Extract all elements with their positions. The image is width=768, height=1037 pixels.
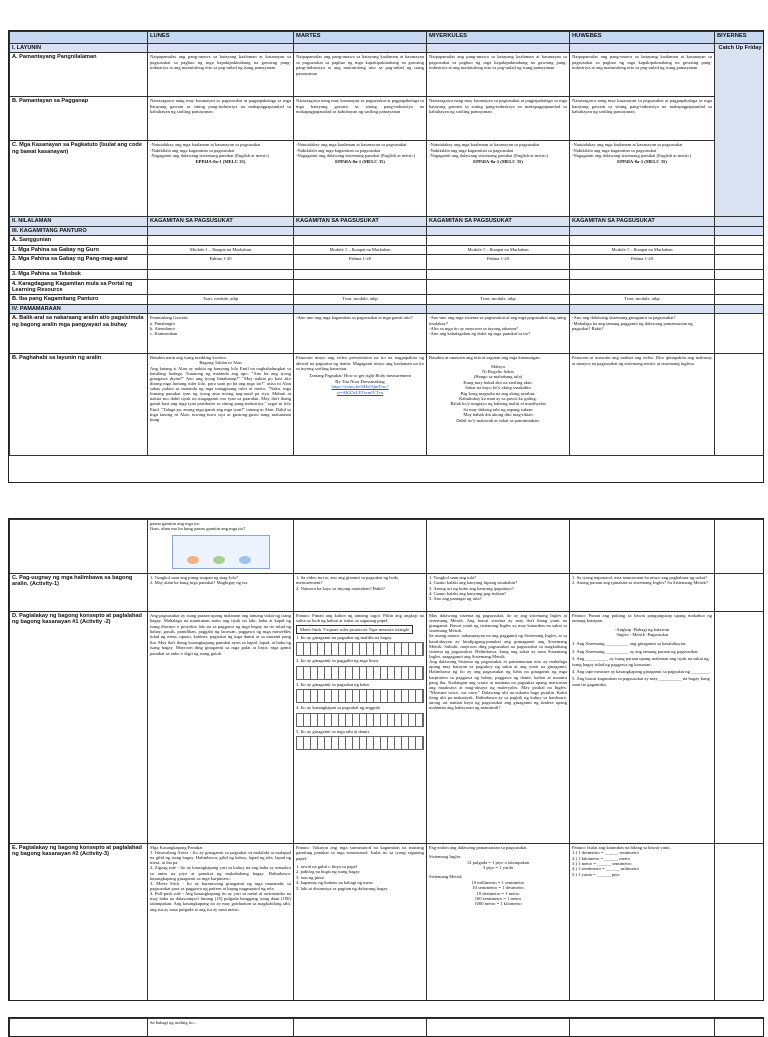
kasanayan-cell [148,141,294,217]
video-link[interactable]: si=AK25sLETvrmlVTva [296,390,424,395]
question: 3. Anong uri ng kubo ang kanyang ipapatayo? [429,586,567,591]
measure-figure [296,736,424,750]
text-line: -Alin sa mga ito ay mayroon sa inyong tahanan? [429,326,567,331]
conversion-line: 100 sentimetro = 1 metro [429,896,567,901]
lesson-plan-table-page3 [9,1018,764,1037]
poem-line: Sa may dakong tabi ng aapang isdaan [429,407,567,412]
word-bank: -Ingles - Metrik -Pagsusukat [572,632,712,637]
list-item: 1. tuwid na guhit o linya sa papel [296,864,424,869]
row-label: D. Paglalakay ng bagong konsepto at paglalahad ng bagong kasanayan #1 (Activity -2) [10,611,148,843]
kasanayan-line: -Nagagamit ang dalawang sistemang panukat (English at metric) [429,153,567,158]
conversion-item: 5.) 1 yarda = ______ piye [572,872,712,877]
text-line: Ikaw, alam mo ba kung paano gamitin ang mga ito? [150,526,291,531]
story-continuation [148,520,294,574]
instruction: Panuto: Tukuyin ang mga sumusunod na kagamitan na maaring gamiting panukat sa mga sumusunod. Isulat ito sa iyong sagutang papel. [296,845,424,861]
balik-aral-miyerkules [427,314,570,354]
cell-text: Naisasagawa nang may kasanayan sa pagsusukat at pagpapahalaga sa mga batayang gawain sa sining pang-industriya na makapagpapaunlad sa kabuhayan ng sariling pamayanan [148,97,294,141]
section-label: IV. PAMAMARAAN [10,304,148,313]
paglalahad2-lunes [148,843,294,1001]
balik-aral-lunes [148,314,294,354]
page-3 [8,1017,764,1037]
text-line: Basahin natin ang isang maikling kwento. [150,355,291,360]
instruction: Panuto: Punan ang kahon ng tamang sagot. Piliin ang angkop na salita sa loob ng kahon at isulat sa sagutang papel. [296,613,424,624]
conversion-line: 1000 metro = 1 kilometro [429,901,567,906]
paglalahad1-huwebes [570,611,715,843]
kasanayan-cell [427,141,570,217]
text-line: -Ano-ano ang mga sistema sa pagsusukat at ang mga pagsusukat ang ating tinalakay? [429,315,567,326]
row-label: B. Pamantayan sa Pagganap [10,97,148,141]
balik-aral-row [10,314,765,354]
question: 1. Sa iyong napanood, mas naunawaan ba ninyo ang pagbabasa ng sukat? [572,575,712,580]
row-label: 4. Karagdagang Kagamitan mula sa Portal ng Learning Resource [10,279,148,295]
page3-row [10,1019,765,1037]
paghahabi-miyerkules [427,354,570,456]
measure-figure [296,642,424,656]
day-biyernes: BIYERNES [715,32,765,44]
cell-text: Tsart, module, atbp [294,295,427,304]
word-bank: Meter Stick T-square ruler protractor Tape measure triangle [296,625,413,634]
conversion-item: 1.) 1 desimetro = ______ sentimetro [572,850,712,855]
poem-line: Kung may bukid ako na sariling akin, [429,380,567,385]
activity-item: 4. Ito ay kasangkapan sa pagsukat ng anggulo. [296,705,424,710]
video-title: Tamang Pagsukat/ How to get right Body measurement [296,373,424,378]
story-title: Bagong Taklan ni Alan [150,360,291,365]
question: 1. Tungkol saan ang pinag-usapan ng mag-lolo? [150,575,291,580]
lr-portal-row [10,279,765,295]
pag-uugnay-huwebes [570,573,715,611]
paglalahad1-martes [294,611,427,843]
list-item: 1. Iskuwalang Asero - Ito ay ginagamit sa pagsukat sa malalaki at malapad na gilid ng isang bagay. Halimbawa, gilid ng kahoy, lapad ng tela, lapad ng mesa, at iba pa. [150,850,291,865]
list-title: Mga Kasangkapang Panukat [150,845,291,850]
poem-line: Sukat na kuyo ko'y aking sasakahin [429,385,567,390]
paglalahad1-lunes: Ang pagsusukat ay isang paraan upang malaman ang tamang sukat ng isang bagay. Mahalaga na matutunan natin ang tiyak na laki, haba at kapal ng isang disenyo o proyekto lalo na sa paggawa ng mga bagay na ito tulad ng bahay, gusali, pamilihan, paggabi ng larawan, paggawa ng mga muwebles tulad ng mesa, upuan, kabinet, pagsukat ng mga damit at sa marami pang iba. May iba't ibang kasangkapang panukat ayon sa kapal, lapad, at haba ng isang bagay. Mayroon ding ginagamit sa mga gulat at linya, mga gamit panukat sa anko o digri ng isang gulok. [148,611,294,843]
catch-up-friday [715,44,765,217]
fill-blank-item: 4. Ang tape measure ay kasangkapang ginagamit sa pagsukat ng ________. [572,669,712,674]
row-label: 2. Mga Pahina sa Gabay ng Pang-mag-aaral [10,255,148,270]
poem-author: Ni Rogelio Sakat [429,369,567,374]
kasanayan-line: -Nakikilala ang mga kagamitan sa pagsusukat [150,148,291,153]
list-item: 2. pabilog na hugis ng isang bagay [296,869,424,874]
video-link[interactable]: https://youtu.be/bHx5QnfUzo? [296,384,424,389]
measure-figure [296,713,424,727]
text-line: Basahin at unawain ang tula at sagutan ang mga katanungan. [429,355,567,360]
pamamaraan-row [10,304,765,313]
continuation-row [10,520,765,574]
pag-uugnay-lunes [148,573,294,611]
gabay-mag-aaral-row [10,255,765,270]
cell-text: Module 1 – Ikaapat na Markahan [570,245,715,254]
kasanayan-line: -Nakikilala ang mga kagamitan sa pagsusukat [572,148,712,153]
question: 5. Ano ang pamagat ng tula? [429,596,567,601]
paragraph: May dalawang sistema ng pagsusukat, ito ay ang sistemang Ingles at sistemang Metrik. Ang bawat sistema ay may iba't ibang yunit na ginagamit. Bawat yunit ng sistemang Ingles ay may katumbas na sukat sa sistemang Metrik. [429,613,567,634]
pamantayan-pagganap-row [10,97,765,141]
row-label: 1. Mga Pahina sa Gabay ng Guro [10,245,148,254]
kasanayan-line: -Nagagamit ang dalawang sistemang panukat (English at metric) [572,153,712,158]
paglalahad2-martes [294,843,427,1001]
cell-text: Naipapamalas ang pang-unawa sa batayang kaalaman at kasanayan sa pagsusukat sa pagbuo ng mga kapakipakinabang na gawaing pang-industriya at ang maitutulong nito sa pag-unlad ng isang pamayanan [570,53,715,97]
cell-text: Tsart, module, atbp [148,295,294,304]
cell-text: Tsart, module, atbp [427,295,570,304]
kagamitang-row [10,226,765,235]
balik-aral-huwebes [570,314,715,354]
paghahabi-huwebes: Panoorin at unawain ang mabuti ang video. Dito ipinapakita ang mabusay at maayos na pagsusukat ng sistemang metric at sistemang inglesa. [570,354,715,456]
day-martes: MARTES [294,32,427,44]
melc-code: EPP4IA-0a-1 (MELC 35) [572,159,712,164]
gabay-guro-row [10,245,765,254]
question: 2. Anong paraan ang ipinakita sa sistemang Ingles? Sa Sistemang Metrik? [572,580,712,585]
catch-up-text: Catch Up Friday [719,45,762,51]
cell-text: Module 1 – Ikaapat na Markahan [427,245,570,254]
question: 2. Gaano kalaki ang kanyang lupang sasakahin? [429,580,567,585]
text-line: a. Panalangin [150,321,291,326]
activity-item: 3. Ito ay ginagamit sa pagsukat ng haba. [296,682,424,687]
system-title: Sistemang Ingles [429,854,567,859]
nilalaman-cell: KAGAMITAN SA PAGSUSUKAT [570,217,715,226]
day-header-row [10,32,765,44]
cell-text: Naisasagawa nang may kasanayan sa pagsusukat at pagpapahalaga sa mga batayang gawain sa sining pang-industriya na makapagpapaunlad sa kabuhayan ng sariling pamayanan [294,97,427,141]
list-item: 2. Zigzag rule - Ito ay kasangkapang yari sa kahoy na ang haba ay umaabot sa anim na piye at panukat ng mahahabang bagay. Halimbawa: kasangkapang ginagamit sa mga karpintero. [150,865,291,880]
cell-text: Tsart, module, atbp [570,295,715,304]
balik-aral-martes: -Ano-ano ang mga kagamitan sa pagsusukat at mga gamit nito? [294,314,427,354]
question: 4. Gaano kalaki ang kanyang pag-iisikan? [429,591,567,596]
question: 1. Tungkol saan ang tula? [429,575,567,580]
list-item: 4. kapantay ng ibabaw na bahagi ng mesa [296,880,424,885]
list-item: 5. laki at distansiya sa pagitan ng dalawang bagay [296,886,424,891]
kasanayan-line: -Natutalakay ang mga kaalaman at kasanayan sa pagsusukat [429,142,567,147]
nilalaman-row [10,217,765,226]
row-label: A. Pamantayang Pangnilalaman [10,53,148,97]
iba-pa-row [10,295,765,304]
pag-uugnay-row [10,573,765,611]
cell-text: Pahina 1-20 [570,255,715,270]
lesson-plan-table-page1 [9,31,764,456]
conversion-line: 10 sentimetro = 1 desimetro [429,885,567,890]
section-label: III. KAGAMITANG PANTURO [10,226,148,235]
text-line: b. Attendance [150,326,291,331]
layunin-row [10,44,765,53]
conversion-item: 2.) 1 kilometro = ______ metro [572,856,712,861]
poem-title: Malaya [429,364,567,369]
section-label: I. LAYUNIN [10,44,148,53]
list-item: 4. Pull-push rule - Ang kasangkapang ito ay yari sa metal at awtomatiko na may haba na dalawampu't limang (25) pulgada hanggang isang daan (100) talampakan. Ang kasangkapang ito ay may graduation sa magkabilang tabi, ang isa ay nasa pulgada at ang isa ay nasa metro. [150,891,291,912]
poem-line: Balak ko'y magtayo ng kubong maliit at maaliwalas [429,401,567,406]
text-line: c. Kamustahan [150,331,291,336]
cell-text: Naipapamalas ang pang-unawa sa batayang kaalaman at kasanayan sa pagsusukat sa pagbuo ng mga kapakipakinabang na gawaing pang-industriya at ang maitutulong nito sa pag-unlad ng isang pamayanan [148,53,294,97]
row-label: C. Mga Kasanayan sa Pagkatuto (Isulat ang code ng bawat kasanayan) [10,141,148,217]
pag-uugnay-miyerkules [427,573,570,611]
fill-blank-item: 1. Ang Sistemang __________ ang ginagamit sa kasalukuyan. [572,641,712,646]
question: 1. Sa video na ito, ano ang ginamit sa pagsukat ng body measurement? [296,575,424,586]
cell-text: Naisasagawa nang may kasanayan sa pagsusukat at pagpapahalaga sa mga batayang gawain sa sining pang-industriya na makapagpapaunlad sa kabuhayan ng sariling pamayanan [570,97,715,141]
paglalahad1-miyerkules [427,611,570,843]
instruction: Panuto: Isulat ang katumbas na bilang sa bawat yunit. [572,845,712,850]
row-label: 3. Mga Pahina sa Teksbuk [10,270,148,279]
row-label: B. Iba pang Kagamitang Panturo [10,295,148,304]
paglalahad1-row [10,611,765,843]
melc-code: EPP4IA-0a-1 (MELC 35) [429,159,567,164]
page-2 [8,518,764,1001]
row-label: E. Pagtalakay ng bagong konsepto at paglalahad ng bagong kasanayan #2 (Activity-3) [10,843,148,1001]
cell-text: Pahina 1-20 [294,255,427,270]
paghahabi-lunes [148,354,294,456]
poem-line: May bahak din akong dito mag-tikian [429,412,567,417]
paghahabi-martes [294,354,427,456]
question: 2. May alam ka bang mga panukat? Magbigay ng isa. [150,580,291,585]
conversion-item: 3.) 1 metro = ______ sentimetro [572,861,712,866]
paghahabi-row [10,354,765,456]
section-label: II. NILALAMAN [10,217,148,226]
cell-text: Naisasagawa nang may kasanayan sa pagsusukat at pagpapahalaga sa mga batayang gawain sa sining pang-industriya na makapagpapaunlad sa kabuhayan ng sariling pamayanan [427,97,570,141]
kasanayan-cell [570,141,715,217]
day-miyerkules: MIYERKULES [427,32,570,44]
kasanayan-line: -Natutalakay ang mga kaalaman at kasanayan sa pagsusukat [572,142,712,147]
word-bank: -Angkop -Bahagi ng katawan [572,627,712,632]
text-line: Panimulang Gawain: [150,315,291,320]
fill-blank-item: 2. Ang Sistemang __________ ay ang tamang paraan ng pagsusukat. [572,649,712,654]
poem-line: Kahuhukay ko man ay sa pawis ko galing. [429,396,567,401]
conversion-item: 4.) 1 sentimetro = ______ milimetro [572,866,712,871]
conversion-line: 12 pulgada = 1 piye o talampakan [429,860,567,865]
text-line: -Ano ang dalawang sistemang ginagamit sa pagsusukat? [572,315,712,320]
row-label: A. Balik-aral sa nakaraang aralin at/o pagsisimula ng bagong aralin mga pangyayari sa buhay [10,314,148,354]
page-1 [8,30,764,483]
text-line: -Ano ang kahalagahan ng dulot ng mga panukat sa ito? [429,331,567,336]
row-label: A. Sanggunian [10,236,148,245]
pag-uugnay-martes [294,573,427,611]
poem-source: (Hango sa mahabang tula) [429,374,567,379]
cell-text: Naipapamalas ang pang-unawa sa batayang kaalaman at kasanayan sa pagsusukat sa pagbuo ng mga kapakipakinabang na gawaing pang-industriya at ang maitutulong nito sa pag-unlad ng isang pamayanan [294,53,427,97]
cell-text: Pahina 1-20 [427,255,570,270]
cell-text: Naipapamalas ang pang-unawa sa batayang kaalaman at kasanayan sa pagsusukat sa pagbuo ng mga kapakipakinabang na gawaing pang-industriya at ang maitutulong nito sa pag-unlad ng isang pamayanan [427,53,570,97]
activity-item: 2. Ito ay ginagamit sa pagguhit ng mga linya. [296,658,424,663]
poem-line: Big kong magsaka na ang aking sasabin, [429,391,567,396]
melc-code: EPP4IA-0a-1 (MELC 35) [296,159,424,164]
measure-figure [296,689,424,703]
conversion-line: 10 desimetro = 1 metro [429,891,567,896]
nilalaman-cell: KAGAMITAN SA PAGSUSUKAT [294,217,427,226]
kasanayan-line: -Nakikilala ang mga kagamitan sa pagsusukat [429,148,567,153]
sanggunian-row [10,236,765,245]
cell-text: Module 1 – Ikaapat na Markahan [148,245,294,254]
paglalahad2-miyerkules [427,843,570,1001]
measure-figure [296,666,424,680]
conversion-line: 10 millimetro = 1 sentimetro [429,880,567,885]
teksbuk-row [10,270,765,279]
cell-text: Module 1 – Ikaapat na Markahan [294,245,427,254]
paglalahad2-huwebes [570,843,715,1001]
activity-item: 1. Ito ay ginagamit na pagsukat ng maliliit na bagay. [296,635,424,640]
page3-snippet: Sa bahagi ng araling ito... [148,1019,294,1037]
cell-text: Pahina 1-20 [148,255,294,270]
kasanayan-line: -Natutalakay ang mga kaalaman at kasanayan sa pagsusukat [296,142,424,147]
melc-code: EPP4IA-0a-1 (MELC 35) [150,159,291,164]
instruction: Panuto: Punan ang patlang sa bawat pangungusap upang makabuo ng tamang kaisipan. [572,613,712,624]
lesson-plan-table-page2 [9,519,764,1001]
kasanayan-line: -Natutalakay ang mga kaalaman at kasanayan sa pagsusukat [150,142,291,147]
activity-item: 5. Ito ay ginagamit sa mga tahi at damit. [296,729,424,734]
video-by: By Tita Nora Dressmaking [296,379,424,384]
list-item: 3. Meter Stick - Ito ay karaniwang ginagamit ng mga mananahi, sa pagsusukat para sa paggawa ng pattern at kapag nagpuputol ng tela. [150,881,291,891]
grandfather-grandson-illustration [172,535,270,569]
instruction: Pag-aralan ang dalawang pamamaraan sa pagsusukat. [429,845,567,850]
paglalahad2-row [10,843,765,1001]
paragraph: Ang dalawang Sistema ng pagsusukat at pamamaraan nito ay mahalaga upang may batayan sa pagtukoy ng sukat at ang yunit na ginagamit. Halimbawa ng ito ay ang pagsusukat ng haba na ginagamit ng mga karpintero sa paggawa ng bahay, paggawa ng damit, kahon at marami pang iba. Kailangan ang wasto at mainam na pagsukat upang maiwasan ang maaksaya at mag-aksaya ng materyales. May pisikal na Ingles: "Measure twice, cut once." Dalawang ulit na sukatin bago putulin. Kahit ilang ulit pa makatiyak. Halimbawa ay sa pagbili ng kahoy sa hardware, anong uri naman kaya ng pagsusukat ang ginagamit ng tindera upang malaman ang babayaran ng mamimili? [429,659,567,710]
text-line: -Mahalaga ba ang tamang paggamit ng dalawang pamamaraan ng pagsukat? Bakit? [572,321,712,332]
nilalaman-cell: KAGAMITAN SA PAGSUSUKAT [148,217,294,226]
text-line: Panoorin ninyo ang video presentation na ito na nagpapakita ng aktwal na pagsukat ng damit. Magaganit ninyo ang kaalaman na ito sa inyong sariling kasuotan. [296,355,424,371]
kasanayan-row [10,141,765,217]
poem-line: Dahil ito'y malawak at sukat sa pamimitahan. [429,418,567,423]
kasanayan-line: -Nagagamit ang dalawang sistemang panukat (English at metric) [150,153,291,158]
kasanayan-cell [294,141,427,217]
system-title: Sistemang Metrik [429,874,567,879]
kasanayan-line: -Nagagamit ang dalawang sistemang panukat (English at metric) [296,153,424,158]
kasanayan-line: -Nakikilala ang mga kagamitan sa pagsusukat [296,148,424,153]
day-huwebes: HUWEBES [570,32,715,44]
day-lunes: LUNES [148,32,294,44]
fill-blank-item: 3. Ang __________ ay isang paraan upang malaman ang tiyak na sukat ng isang bagay tulad ng paggawa ng kasuotan. [572,656,712,667]
list-item: 3. taas ng pinto [296,875,424,880]
conversion-line: 3 piye = 1 yarda [429,865,567,870]
row-label: B. Paghahabi sa layunin ng aralin [10,354,148,456]
nilalaman-cell: KAGAMITAN SA PAGSUSUKAT [427,217,570,226]
question: 2. Naitawa ba kayo sa inyong natutuhan? Bakit? [296,586,424,591]
story-text: Ang batang si Alan ay nakita ng kanyang lolo Emil na naghahalungkat sa kanilang bodega. Tinanong ng matanda ang apo: "Ano ba ang iyong ginagawa diyan?" Ano ang iyong hinahanap?" "May nakita po kasi ako ditong mga lumang ruler lolo, para saan po ba ang mga ito?" usisa ni Alan sabay pakita sa matanda ng mga natagpuang ruler at metro. "Naku, mga lumang panukat iyan ng iyong ama noong nag-aaral pa siya. Mabuti at nakita mo dahil tiyak na magagamit mo iyan sa paaralan. May iba't ibang gamit kasi ang mga iyan partikular sa sining pang-industriya," sagot ni lolo Emil. "Talaga po, anong mga gamit ang mga iyan?" tanong ni Alan. Dahil sa mga tanong ni Alan, tuwang-tuwa siya at gustong-gusto nang matutunan kung [150,366,291,422]
pamantayan-pangnilalaman-row [10,53,765,97]
text-line: paano gamitin ang mga ito. [150,521,291,526]
row-label: C. Pag-uugnay ng mga halimbawa sa bagong aralin. (Activity-1) [10,573,148,611]
paragraph: Sa unang natuto, nakasanayan na ang paggamit ng Sistemang Ingles, at sa kasalukuyan ay bindipigang-panukat ang gumagamit ang Sistemang Metrik. Subalit, mayroon ding pagsusukat na pagsusukat sa magkaibang sistema ng pagsusukat. Halimbawa, kung ang sukat ay nasa Sistemang Ingles, magagamit ang Sistemang Metrik. [429,633,567,659]
fill-blank-item: 5. Ang bawat kagamitan sa pagsusukat ay may __________ na bagay kung saan ito gagamitin. [572,676,712,687]
